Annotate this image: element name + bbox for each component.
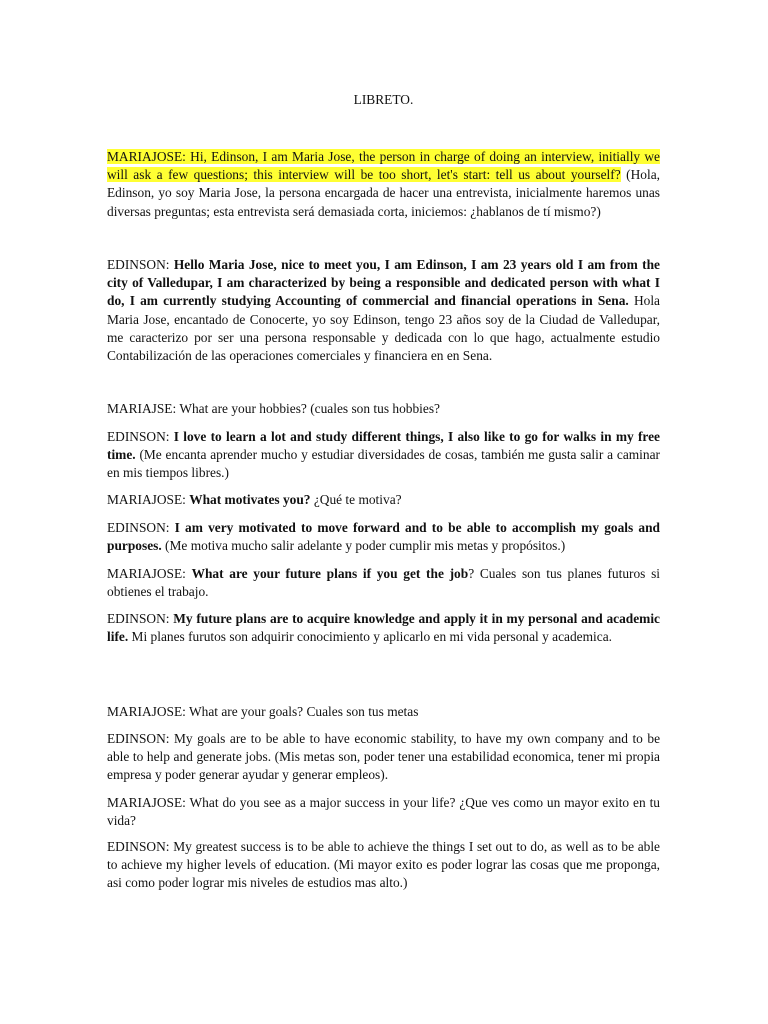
paragraph-text: (Me motiva mucho salir adelante y poder cumplir mis metas y propósitos.) xyxy=(161,538,566,554)
bold-text: I am very motivated to move forward and to be able to accomplish my goals and purposes. xyxy=(107,520,660,554)
speaker-label: EDINSON: xyxy=(107,520,175,535)
speaker-label: MARIAJSE: xyxy=(107,401,180,416)
paragraph-text: My greatest success is to be able to achieve the things I set out to do, as well as to be able to achieve my higher levels of education. (Mi mayor exito es poder lograr las cosas que me proponga, asi como poder lograr mis niveles de estudios mas alto.) xyxy=(107,839,661,891)
highlighted-text: Hi, Edinson, I am Maria Jose, the person in charge of doing an interview, initially we will ask a few questions; this interview will be too short, let's start: tell us about yourself? xyxy=(107,149,660,183)
dialogue-paragraph-2 xyxy=(107,256,660,365)
bold-text: My future plans are to acquire knowledge and apply it in my personal and academic life. xyxy=(107,611,660,645)
speaker-label: MARIAJOSE: xyxy=(107,566,192,581)
dialogue-paragraph-4 xyxy=(107,428,660,483)
speaker-label: EDINSON: xyxy=(107,429,174,444)
speaker-label: EDINSON: xyxy=(107,731,175,746)
bold-text: What motivates you? xyxy=(189,492,311,507)
paragraph-text: ? Cuales son tus planes futuros si obtienes el trabajo. xyxy=(107,566,661,600)
paragraph-text: What do you see as a major success in your life? ¿Que ves como un mayor exito en tu vida? xyxy=(107,795,660,829)
document-title: LIBRETO. xyxy=(353,92,414,107)
paragraph-text: What are your goals? Cuales son tus metas xyxy=(188,704,419,719)
bold-text: What are your future plans if you get the job xyxy=(191,566,469,581)
dialogue-paragraph-5 xyxy=(107,491,660,509)
speaker-label: EDINSON: xyxy=(107,611,174,626)
paragraph-text: Mi planes furutos son adquirir conocimiento y aplicarlo en mi vida personal y academica. xyxy=(128,629,612,645)
dialogue-paragraph-9 xyxy=(107,703,660,721)
dialogue-paragraph-12 xyxy=(107,838,660,893)
speaker-label: MARIAJOSE: xyxy=(107,492,190,507)
dialogue-paragraph-6 xyxy=(107,519,660,555)
paragraph-text: My goals are to be able to have economic stability, to have my own company and to be able to help and generate jobs. (Mis metas son, poder tener una estabilidad economica, tener mi propia empresa y poder generar ayudar y generar empleos). xyxy=(107,731,661,783)
speaker-label: MARIAJOSE: xyxy=(107,704,189,719)
dialogue-paragraph-8 xyxy=(107,610,660,646)
dialogue-paragraph-11 xyxy=(107,794,660,830)
speaker-label: MARIAJOSE: xyxy=(107,149,186,164)
dialogue-paragraph-7 xyxy=(107,565,660,601)
bold-text: Hello Maria Jose, nice to meet you, I am Edinson, I am 23 years old I am from the city of Valledupar, I am characterized by being a responsible and dedicated person with what I do, I am currently studying Accounting of commercial and financial operations in Sena. xyxy=(107,257,660,309)
speaker-label: MARIAJOSE: xyxy=(107,795,190,810)
paragraph-text: (Me encanta aprender mucho y estudiar diversidades de cosas, también me gusta salir a caminar en mis tiempos libres.) xyxy=(107,447,660,481)
dialogue-paragraph-1 xyxy=(107,148,660,221)
bold-text: I love to learn a lot and study different things, I also like to go for walks in my free time. xyxy=(107,429,660,463)
dialogue-paragraph-3 xyxy=(107,400,660,418)
speaker-label: EDINSON: xyxy=(107,839,174,854)
paragraph-text: ¿Qué te motiva? xyxy=(310,492,402,507)
dialogue-paragraph-10 xyxy=(107,730,660,785)
paragraph-text: (Hola, Edinson, yo soy Maria Jose, la persona encargada de hacer una entrevista, inicialmente haremos unas diversas preguntas; esta entrevista será demasiada corta, iniciemos: ¿hablanos de tí mismo?) xyxy=(107,167,661,219)
paragraph-text: Hola Maria Jose, encantado de Conocerte, yo soy Edinson, tengo 23 años soy de la Ciudad de Valledupar, me caracterizo por ser una persona responsable y dedicada con lo que hago, actualmente estudio Contabilización de las operaciones comerciales y financiera en en Sena. xyxy=(107,293,660,364)
paragraph-text: What are your hobbies? (cuales son tus hobbies? xyxy=(179,401,440,416)
speaker-label: EDINSON: xyxy=(107,257,174,272)
